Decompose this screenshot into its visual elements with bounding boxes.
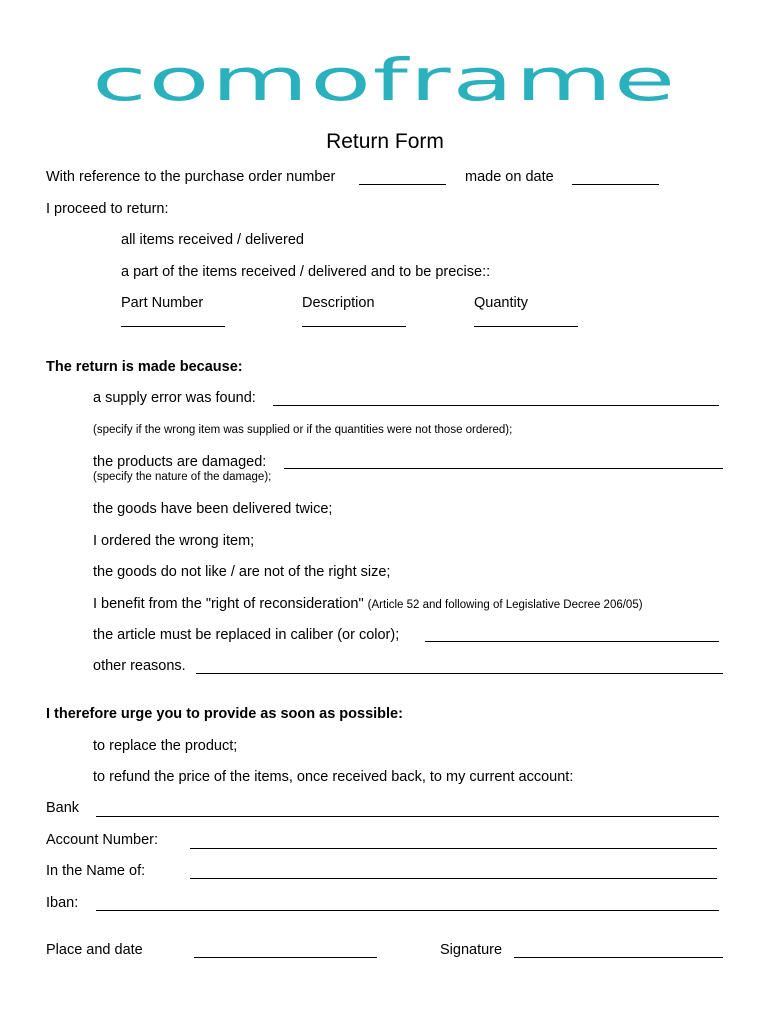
damaged-note: (specify the nature of the damage); (93, 471, 272, 483)
reason-reconsideration (93, 596, 643, 612)
account-number-label: Account Number: (46, 832, 159, 848)
header-description: Description (302, 295, 375, 311)
return-option-all: all items received / delivered (121, 232, 304, 248)
replaced-field[interactable] (425, 641, 719, 642)
account-number-field[interactable] (190, 848, 717, 849)
reasons-heading: The return is made because: (46, 359, 243, 375)
quantity-field[interactable] (474, 326, 578, 327)
order-number-label: With reference to the purchase order number (46, 169, 336, 185)
place-date-label: Place and date (46, 942, 143, 958)
reason-wrong-size: the goods do not like / are not of the right size; (93, 564, 391, 580)
order-date-label: made on date (465, 169, 554, 185)
account-name-label: In the Name of: (46, 863, 146, 879)
return-option-part: a part of the items received / delivered and to be precise:: (121, 264, 491, 280)
iban-field[interactable] (96, 910, 719, 911)
page-title: Return Form (326, 130, 444, 153)
signature-label: Signature (440, 942, 503, 958)
reason-other: other reasons. (93, 658, 186, 674)
header-part-number: Part Number (121, 295, 204, 311)
bank-label: Bank (46, 800, 80, 816)
bank-field[interactable] (96, 816, 719, 817)
urge-refund: to refund the price of the items, once received back, to my current account: (93, 769, 574, 785)
description-field[interactable] (302, 326, 406, 327)
place-date-field[interactable] (194, 957, 377, 958)
reconsideration-text: I benefit from the "right of reconsideration" (93, 596, 364, 612)
urge-heading: I therefore urge you to provide as soon as possible: (46, 706, 403, 722)
damaged-field[interactable] (284, 468, 723, 469)
signature-field[interactable] (514, 957, 723, 958)
company-logo (92, 50, 682, 116)
logo-wordmark (92, 50, 682, 112)
reason-damaged: the products are damaged: (93, 454, 267, 470)
order-date-field[interactable] (572, 184, 659, 185)
reason-wrong-item: I ordered the wrong item; (93, 533, 255, 549)
reason-delivered-twice: the goods have been delivered twice; (93, 501, 333, 517)
part-number-field[interactable] (121, 326, 225, 327)
supply-error-field[interactable] (273, 405, 719, 406)
order-number-field[interactable] (359, 184, 446, 185)
proceed-label: I proceed to return: (46, 201, 169, 217)
iban-label: Iban: (46, 895, 79, 911)
supply-error-note: (specify if the wrong item was supplied or if the quantities were not those ordered); (93, 424, 513, 436)
urge-replace: to replace the product; (93, 738, 238, 754)
logo-text: comoframe (92, 50, 677, 112)
reason-supply-error: a supply error was found: (93, 390, 256, 406)
header-quantity: Quantity (474, 295, 528, 311)
account-name-field[interactable] (190, 878, 717, 879)
reconsideration-note: (Article 52 and following of Legislative Decree 206/05) (367, 599, 643, 611)
other-reasons-field[interactable] (196, 673, 723, 674)
reason-replaced: the article must be replaced in caliber (or color); (93, 627, 400, 643)
